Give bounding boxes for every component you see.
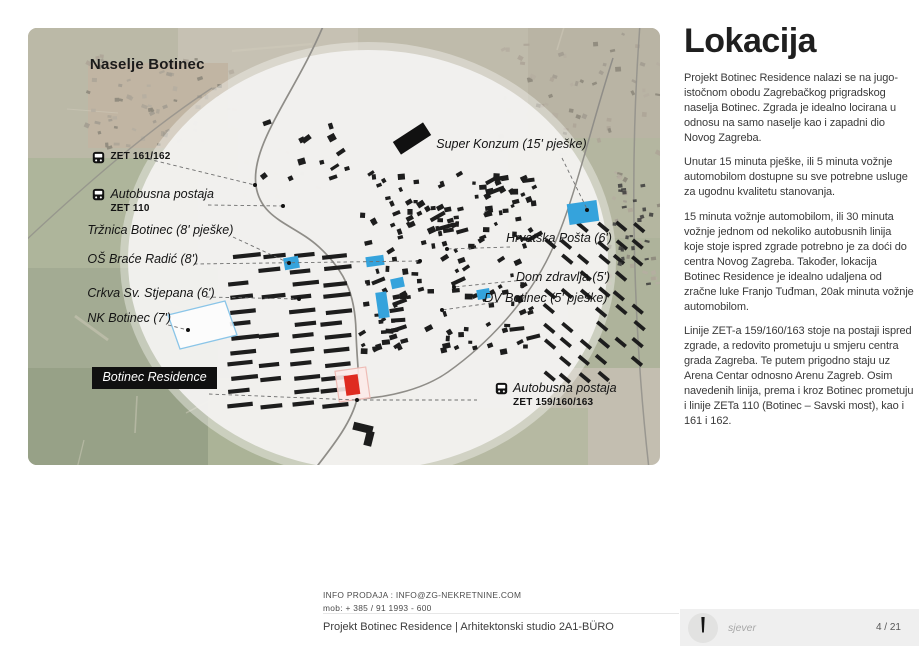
label-botinec-residence: Botinec Residence xyxy=(92,367,216,389)
label-crkva-sv-stjepana: Crkva Sv. Stjepana (6') xyxy=(87,286,215,301)
bus-icon xyxy=(92,151,105,164)
location-text-panel xyxy=(684,22,914,438)
contact-email: INFO PRODAJA : INFO@ZG-NEKRETNINE.COM xyxy=(323,590,522,600)
label-nk-botinec: NK Botinec (7') xyxy=(87,311,172,326)
location-map xyxy=(28,28,660,465)
label-dv-botinec: DV Botinec (5' pješke) xyxy=(484,291,608,306)
location-paragraph: Unutar 15 minuta pješke, ili 5 minuta vožnje automobilom dostupne su sve potrebne usluge za ugodnu kvalitetu stanovanja. xyxy=(684,156,908,199)
label-hrvatska-posta: Hrvatska Pošta (6') xyxy=(506,230,612,245)
project-credit: Projekt Botinec Residence | Arhitektonski studio 2A1-BÜRO xyxy=(323,621,614,633)
label-trznica-botinec: Tržnica Botinec (8' pješke) xyxy=(87,222,234,237)
footer-divider xyxy=(323,613,679,614)
bus-icon xyxy=(92,188,105,201)
page-number: 4 / 21 xyxy=(875,622,901,633)
bus-icon xyxy=(495,382,508,395)
footer-bar xyxy=(680,609,919,646)
map-title: Naselje Botinec xyxy=(89,55,205,73)
label-os-brace-radic: OŠ Braće Radić (8') xyxy=(87,252,199,267)
contact-phone: mob: + 385 / 91 1993 - 600 xyxy=(323,603,432,614)
label-autobusna-postaja-zet-110: Autobusna postaja ZET 110 xyxy=(92,187,214,215)
label-dom-zdravlja: Dom zdravlja (5') xyxy=(516,269,611,284)
label-autobusna-postaja-zet-159: Autobusna postaja ZET 159/160/163 xyxy=(495,381,617,409)
compass-label: sjever xyxy=(728,621,757,634)
compass-north-icon xyxy=(688,613,718,643)
residence-building-marker xyxy=(335,367,370,402)
compass-needle xyxy=(701,617,705,633)
location-paragraph: Linije ZET-a 159/160/163 stoje na postaji ispred zgrade, a redovito prometuju u smjeru centra grada Zagreba. Te putem prigodno staju uz Arena Centar odnosno Arenu Zagreb. Osim navedenih linija, prema i kroz Botinec prometuju i linije ZETa 110 (Botinec – Savski most), kao i 161 i 162. xyxy=(684,324,914,428)
contact-info xyxy=(323,589,521,615)
location-paragraph: Projekt Botinec Residence nalazi se na jugo-istočnom obodu Zagrebačkog prigradskog naselja Botinec. Zgrada je idealno locirana u odnosu na samo naselje kao i zapadni dio Novog Zagreba. xyxy=(684,72,898,145)
location-paragraph: 15 minuta vožnje automobilom, ili 30 minuta vožnje jednom od nekoliko autobusnih linija koje stoje ispred zgrade potrebno je za doći do centra Novog Zagreba. Također, lokacija Botinec Residence je idealno udaljena od zračne luke Franjo Tuđman, 20ak minuta vožnje automobilom. xyxy=(684,210,914,313)
page-title: Lokacija xyxy=(684,22,817,60)
label-super-konzum: Super Konzum (15' pješke) xyxy=(436,137,587,152)
label-zet-161-162: ZET 161/162 xyxy=(92,150,170,164)
